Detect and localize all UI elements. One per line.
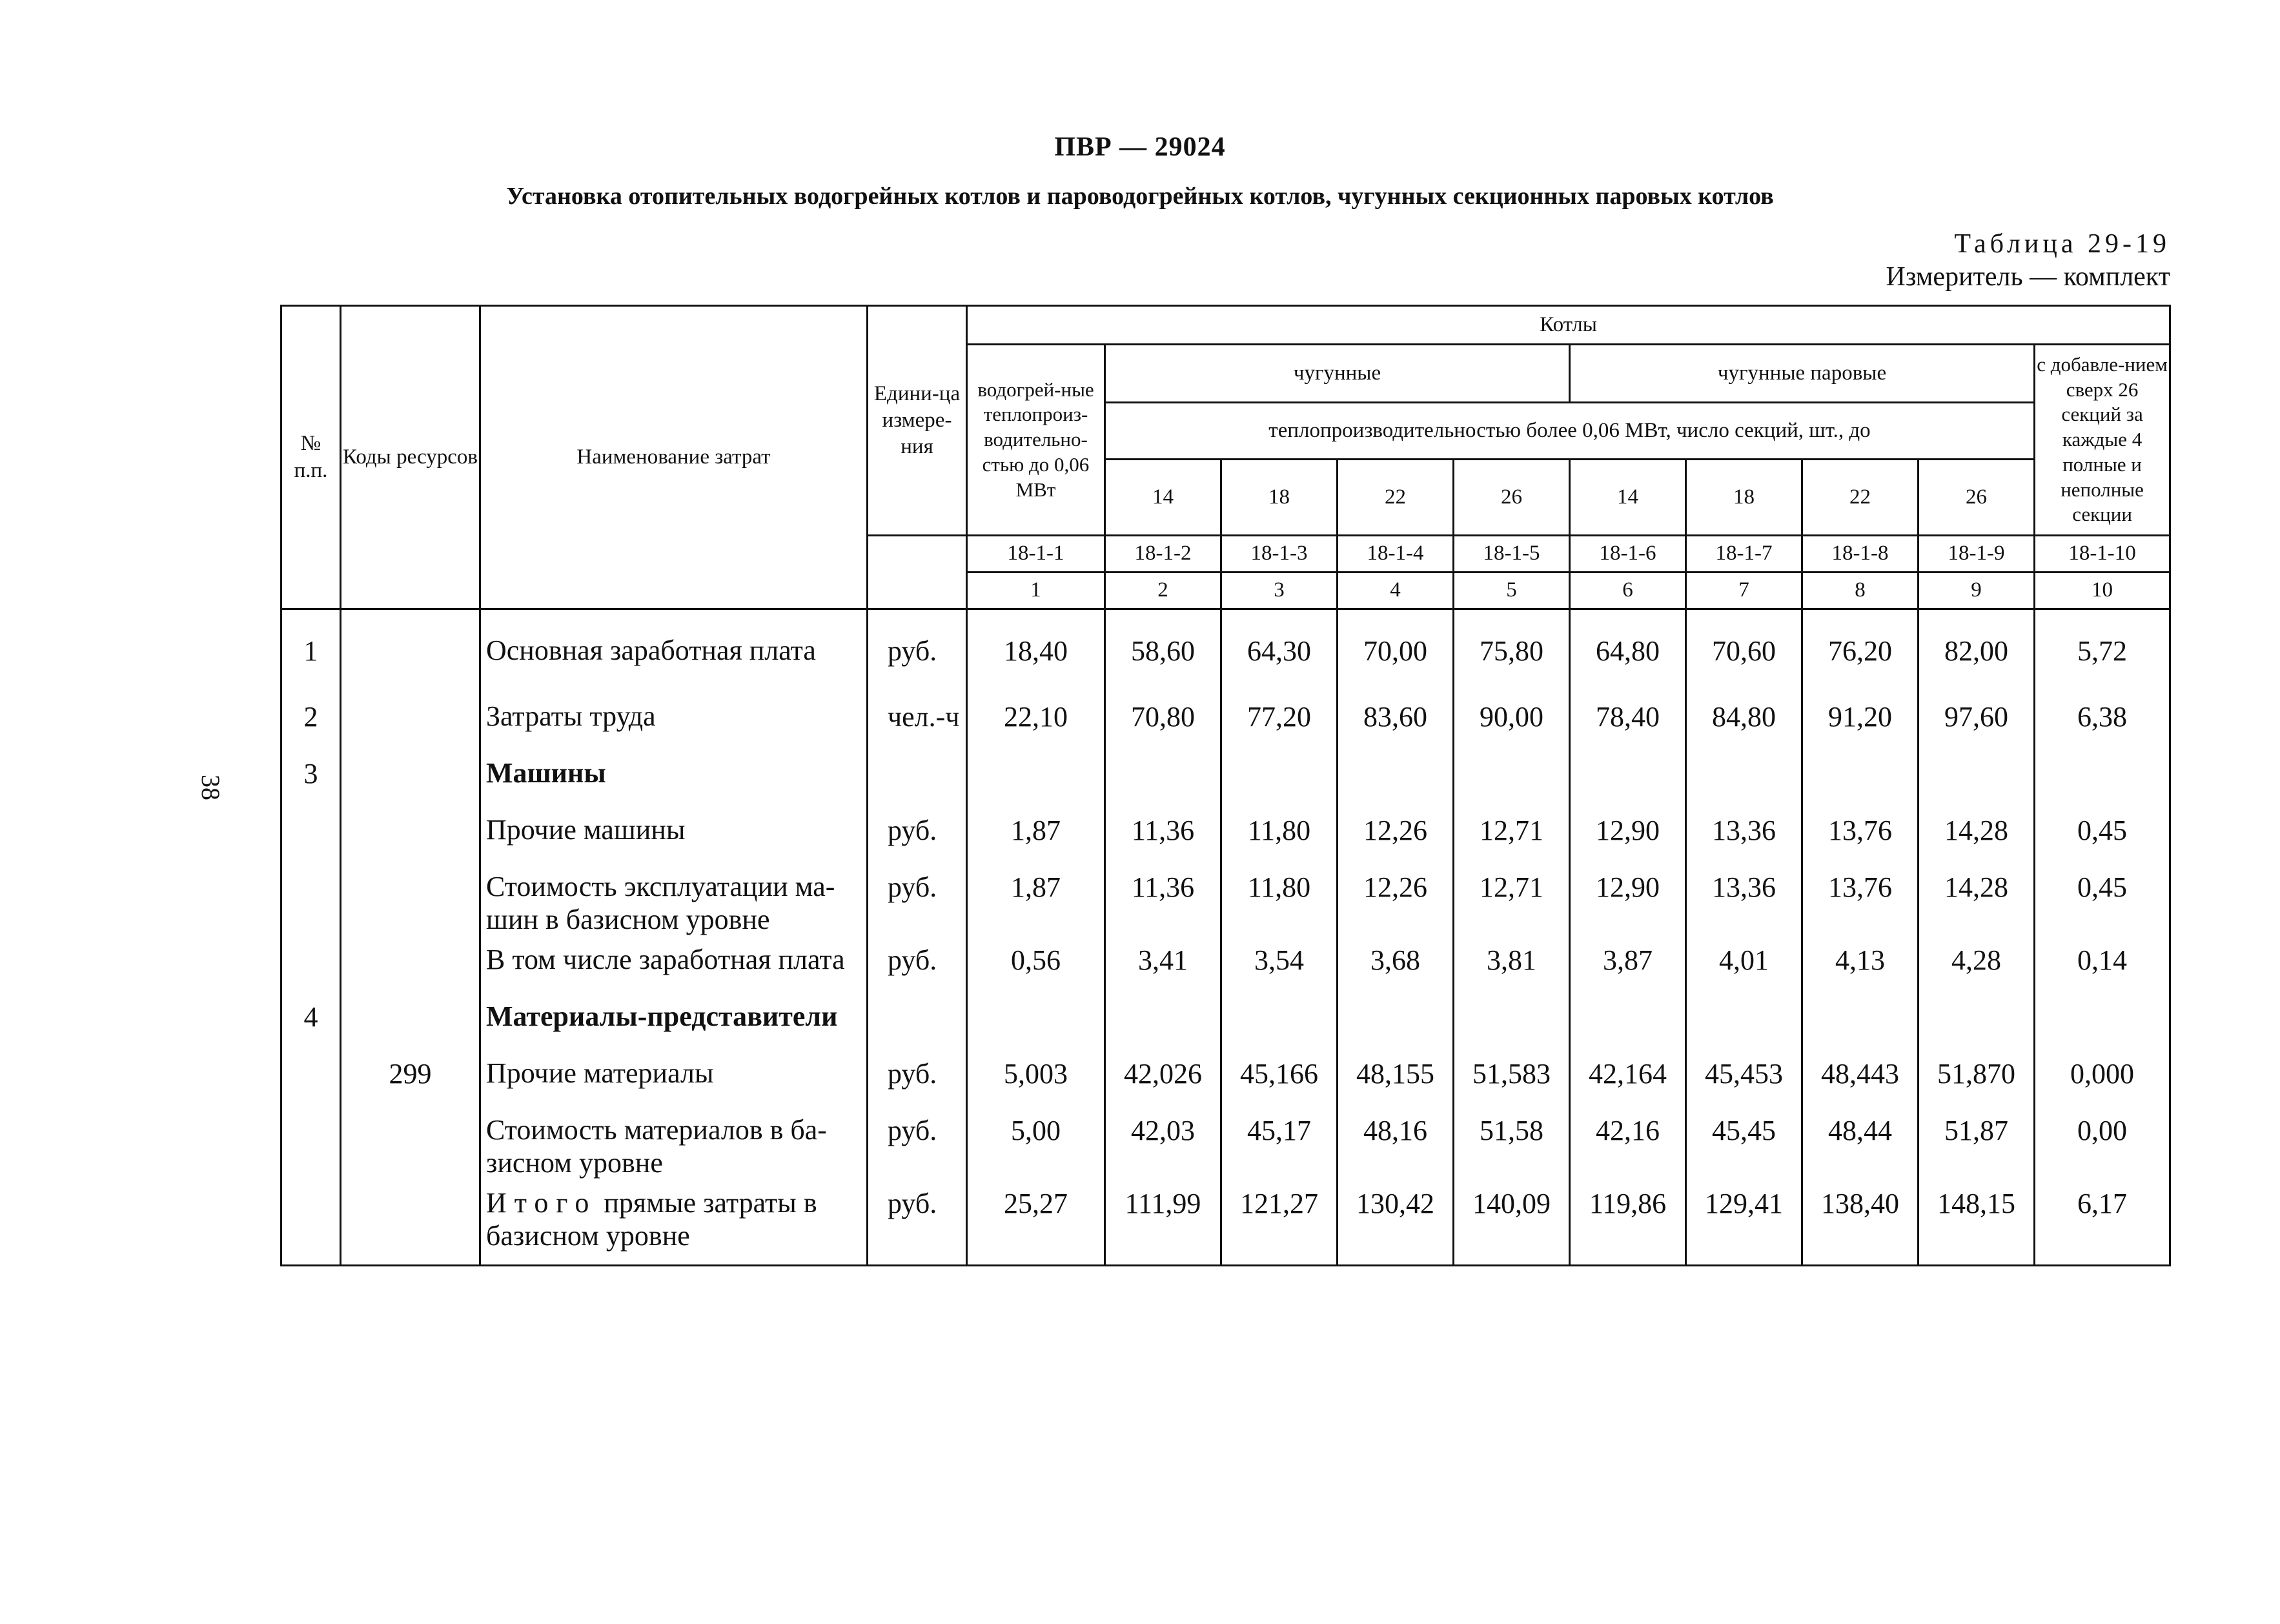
unit-cell: чел.-ч [868, 693, 967, 749]
value-cell [1570, 749, 1686, 806]
column-index-cell: 10 [2035, 573, 2170, 609]
table-row [281, 693, 2170, 749]
table-row [281, 749, 2170, 806]
value-cell: 42,03 [1105, 1106, 1221, 1179]
resource-code-cell [341, 1179, 480, 1266]
value-cell: 5,00 [967, 1106, 1105, 1179]
value-cell: 129,41 [1686, 1179, 1802, 1266]
row-number-cell: 3 [281, 749, 341, 806]
value-cell: 12,71 [1454, 806, 1570, 863]
row-number-cell: 1 [281, 609, 341, 693]
value-cell: 14,28 [1919, 806, 2035, 863]
table-label: Таблица 29-19 [1954, 229, 2170, 259]
value-cell: 4,13 [1802, 936, 1919, 993]
unit-cell: руб. [868, 1106, 967, 1179]
cost-name-cell: В том числе заработная плата [480, 936, 868, 993]
table-row [281, 993, 2170, 1050]
table-header [281, 306, 2170, 609]
value-cell [1221, 749, 1338, 806]
value-cell: 121,27 [1221, 1179, 1338, 1266]
value-cell: 3,87 [1570, 936, 1686, 993]
column-index-cell: 2 [1105, 573, 1221, 609]
table-row [281, 936, 2170, 993]
value-cell: 82,00 [1919, 609, 2035, 693]
unit-cell: руб. [868, 936, 967, 993]
value-cell: 45,45 [1686, 1106, 1802, 1179]
section-count-cell: 22 [1338, 460, 1454, 536]
table-row [281, 863, 2170, 936]
norm-code-cell: 18-1-4 [1338, 536, 1454, 573]
value-cell [967, 749, 1105, 806]
value-cell: 12,90 [1570, 806, 1686, 863]
value-cell: 148,15 [1919, 1179, 2035, 1266]
value-cell: 48,44 [1802, 1106, 1919, 1179]
header-unit: Едини-ца измере-ния [868, 306, 967, 536]
column-index-cell: 9 [1919, 573, 2035, 609]
resource-code-cell [341, 806, 480, 863]
header-boilers: Котлы [967, 306, 2170, 345]
value-cell [1454, 993, 1570, 1050]
unit-cell [868, 993, 967, 1050]
value-cell: 51,58 [1454, 1106, 1570, 1179]
value-cell: 45,453 [1686, 1050, 1802, 1106]
value-cell: 83,60 [1338, 693, 1454, 749]
resource-code-cell: 299 [341, 1050, 480, 1106]
value-cell: 70,00 [1338, 609, 1454, 693]
value-cell [1570, 993, 1686, 1050]
value-cell: 64,80 [1570, 609, 1686, 693]
norm-code-cell: 18-1-10 [2035, 536, 2170, 573]
value-cell [1338, 749, 1454, 806]
header-cast-iron-steam: чугунные паровые [1570, 345, 2035, 403]
value-cell [1338, 993, 1454, 1050]
norm-code-cell: 18-1-1 [967, 536, 1105, 573]
value-cell [1802, 993, 1919, 1050]
value-cell [1802, 749, 1919, 806]
resource-code-cell [341, 863, 480, 936]
header-cast-iron: чугунные [1105, 345, 1570, 403]
value-cell: 42,026 [1105, 1050, 1221, 1106]
row-number-cell [281, 863, 341, 936]
norm-code-cell: 18-1-6 [1570, 536, 1686, 573]
value-cell: 77,20 [1221, 693, 1338, 749]
column-index-cell: 1 [967, 573, 1105, 609]
value-cell: 130,42 [1338, 1179, 1454, 1266]
unit-filler-cell [868, 536, 967, 609]
value-cell: 58,60 [1105, 609, 1221, 693]
value-cell: 12,90 [1570, 863, 1686, 936]
header-extra-sections: с добавле-нием сверх 26 секций за каждые 4 полные и неполные секции [2035, 345, 2170, 536]
value-cell: 45,166 [1221, 1050, 1338, 1106]
value-cell: 3,41 [1105, 936, 1221, 993]
cost-name-cell: Затраты труда [480, 693, 868, 749]
value-cell: 18,40 [967, 609, 1105, 693]
row-number-cell: 4 [281, 993, 341, 1050]
header-capacity: теплопроизводительностью более 0,06 МВт, число секций, шт., до [1105, 403, 2035, 460]
value-cell: 84,80 [1686, 693, 1802, 749]
table-body [281, 609, 2170, 1266]
header-name: Наименование затрат [480, 306, 868, 609]
resource-code-cell [341, 936, 480, 993]
value-cell: 6,17 [2035, 1179, 2170, 1266]
row-number-cell [281, 1106, 341, 1179]
value-cell: 5,003 [967, 1050, 1105, 1106]
resource-code-cell [341, 749, 480, 806]
cost-name-cell: Машины [480, 749, 868, 806]
value-cell [1105, 749, 1221, 806]
table-row [281, 1179, 2170, 1266]
section-count-cell: 18 [1686, 460, 1802, 536]
value-cell: 75,80 [1454, 609, 1570, 693]
value-cell: 4,01 [1686, 936, 1802, 993]
value-cell: 64,30 [1221, 609, 1338, 693]
value-cell: 1,87 [967, 806, 1105, 863]
table-row [281, 1050, 2170, 1106]
row-number-cell [281, 806, 341, 863]
value-cell: 51,583 [1454, 1050, 1570, 1106]
value-cell: 48,443 [1802, 1050, 1919, 1106]
value-cell [967, 993, 1105, 1050]
value-cell [1221, 993, 1338, 1050]
value-cell: 14,28 [1919, 863, 2035, 936]
value-cell: 12,26 [1338, 806, 1454, 863]
value-cell: 12,26 [1338, 863, 1454, 936]
section-count-cell: 14 [1570, 460, 1686, 536]
row-number-cell [281, 936, 341, 993]
value-cell: 0,45 [2035, 806, 2170, 863]
resource-code-cell [341, 1106, 480, 1179]
table-row [281, 1106, 2170, 1179]
value-cell: 0,14 [2035, 936, 2170, 993]
cost-name-cell [480, 1179, 868, 1266]
norm-code-cell: 18-1-9 [1919, 536, 2035, 573]
resource-code-cell [341, 693, 480, 749]
value-cell: 0,000 [2035, 1050, 2170, 1106]
total-label: Итого [486, 1187, 597, 1219]
value-cell: 0,00 [2035, 1106, 2170, 1179]
row-number-cell [281, 1179, 341, 1266]
value-cell: 119,86 [1570, 1179, 1686, 1266]
document-subtitle: Установка отопительных водогрейных котлов и пароводогрейных котлов, чугунных секционных паровых котлов [506, 183, 1774, 210]
column-index-cell: 5 [1454, 573, 1570, 609]
section-count-cell: 26 [1454, 460, 1570, 536]
value-cell: 70,80 [1105, 693, 1221, 749]
value-cell [1919, 749, 2035, 806]
section-count-cell: 22 [1802, 460, 1919, 536]
section-count-cell: 18 [1221, 460, 1338, 536]
value-cell: 0,56 [967, 936, 1105, 993]
value-cell: 78,40 [1570, 693, 1686, 749]
value-cell: 51,87 [1919, 1106, 2035, 1179]
cost-name-cell: Стоимость эксплуатации ма-шин в базисном уровне [480, 863, 868, 936]
value-cell [1454, 749, 1570, 806]
cost-name-cell: Стоимость материалов в ба-зисном уровне [480, 1106, 868, 1179]
value-cell: 12,71 [1454, 863, 1570, 936]
value-cell: 140,09 [1454, 1179, 1570, 1266]
value-cell: 3,68 [1338, 936, 1454, 993]
unit-cell: руб. [868, 863, 967, 936]
cost-name-cell: Прочие машины [480, 806, 868, 863]
value-cell: 3,81 [1454, 936, 1570, 993]
value-cell: 90,00 [1454, 693, 1570, 749]
value-cell: 4,28 [1919, 936, 2035, 993]
norm-code-cell: 18-1-3 [1221, 536, 1338, 573]
value-cell: 76,20 [1802, 609, 1919, 693]
column-index-cell: 6 [1570, 573, 1686, 609]
value-cell: 70,60 [1686, 609, 1802, 693]
unit-cell: руб. [868, 1050, 967, 1106]
value-cell: 22,10 [967, 693, 1105, 749]
measure-label: Измеритель — комплект [1886, 262, 2170, 292]
value-cell: 97,60 [1919, 693, 2035, 749]
value-cell: 48,155 [1338, 1050, 1454, 1106]
value-cell: 6,38 [2035, 693, 2170, 749]
value-cell: 138,40 [1802, 1179, 1919, 1266]
value-cell [2035, 749, 2170, 806]
norm-code-cell: 18-1-2 [1105, 536, 1221, 573]
value-cell: 111,99 [1105, 1179, 1221, 1266]
value-cell: 11,80 [1221, 863, 1338, 936]
value-cell: 13,36 [1686, 806, 1802, 863]
resource-code-cell [341, 993, 480, 1050]
norm-code-cell: 18-1-5 [1454, 536, 1570, 573]
value-cell: 11,80 [1221, 806, 1338, 863]
value-cell: 1,87 [967, 863, 1105, 936]
unit-cell: руб. [868, 609, 967, 693]
value-cell: 42,164 [1570, 1050, 1686, 1106]
header-num: № п.п. [281, 306, 341, 609]
norm-code-cell: 18-1-7 [1686, 536, 1802, 573]
value-cell: 3,54 [1221, 936, 1338, 993]
value-cell [1105, 993, 1221, 1050]
column-index-cell: 8 [1802, 573, 1919, 609]
page-number: 38 [196, 775, 225, 800]
section-count-cell: 14 [1105, 460, 1221, 536]
section-count-cell: 26 [1919, 460, 2035, 536]
resource-code-cell [341, 609, 480, 693]
norm-code-cell: 18-1-8 [1802, 536, 1919, 573]
table-row [281, 609, 2170, 693]
value-cell: 11,36 [1105, 806, 1221, 863]
cost-name-cell: Прочие материалы [480, 1050, 868, 1106]
value-cell [1686, 749, 1802, 806]
value-cell: 45,17 [1221, 1106, 1338, 1179]
cost-table [280, 305, 2171, 1266]
value-cell: 13,76 [1802, 863, 1919, 936]
value-cell: 91,20 [1802, 693, 1919, 749]
value-cell [1686, 993, 1802, 1050]
value-cell: 0,45 [2035, 863, 2170, 936]
value-cell [1919, 993, 2035, 1050]
document-title: ПВР — 29024 [1054, 132, 1226, 162]
cost-name-cell: Основная заработная плата [480, 609, 868, 693]
column-index-cell: 4 [1338, 573, 1454, 609]
column-index-cell: 7 [1686, 573, 1802, 609]
value-cell: 13,36 [1686, 863, 1802, 936]
cost-name-cell: Материалы-представители [480, 993, 868, 1050]
value-cell: 51,870 [1919, 1050, 2035, 1106]
table-row [281, 806, 2170, 863]
header-codes: Коды ресурсов [341, 306, 480, 609]
value-cell: 13,76 [1802, 806, 1919, 863]
row-number-cell [281, 1050, 341, 1106]
unit-cell [868, 749, 967, 806]
row-number-cell: 2 [281, 693, 341, 749]
value-cell: 42,16 [1570, 1106, 1686, 1179]
value-cell: 25,27 [967, 1179, 1105, 1266]
unit-cell: руб. [868, 806, 967, 863]
unit-cell: руб. [868, 1179, 967, 1266]
header-water-boilers: водогрей-ные теплопроиз-водительно-стью до 0,06 МВт [967, 345, 1105, 536]
value-cell: 5,72 [2035, 609, 2170, 693]
total-label-rest: прямые затраты в базисном уровне [486, 1187, 817, 1252]
column-index-cell: 3 [1221, 573, 1338, 609]
value-cell: 48,16 [1338, 1106, 1454, 1179]
value-cell [2035, 993, 2170, 1050]
value-cell: 11,36 [1105, 863, 1221, 936]
